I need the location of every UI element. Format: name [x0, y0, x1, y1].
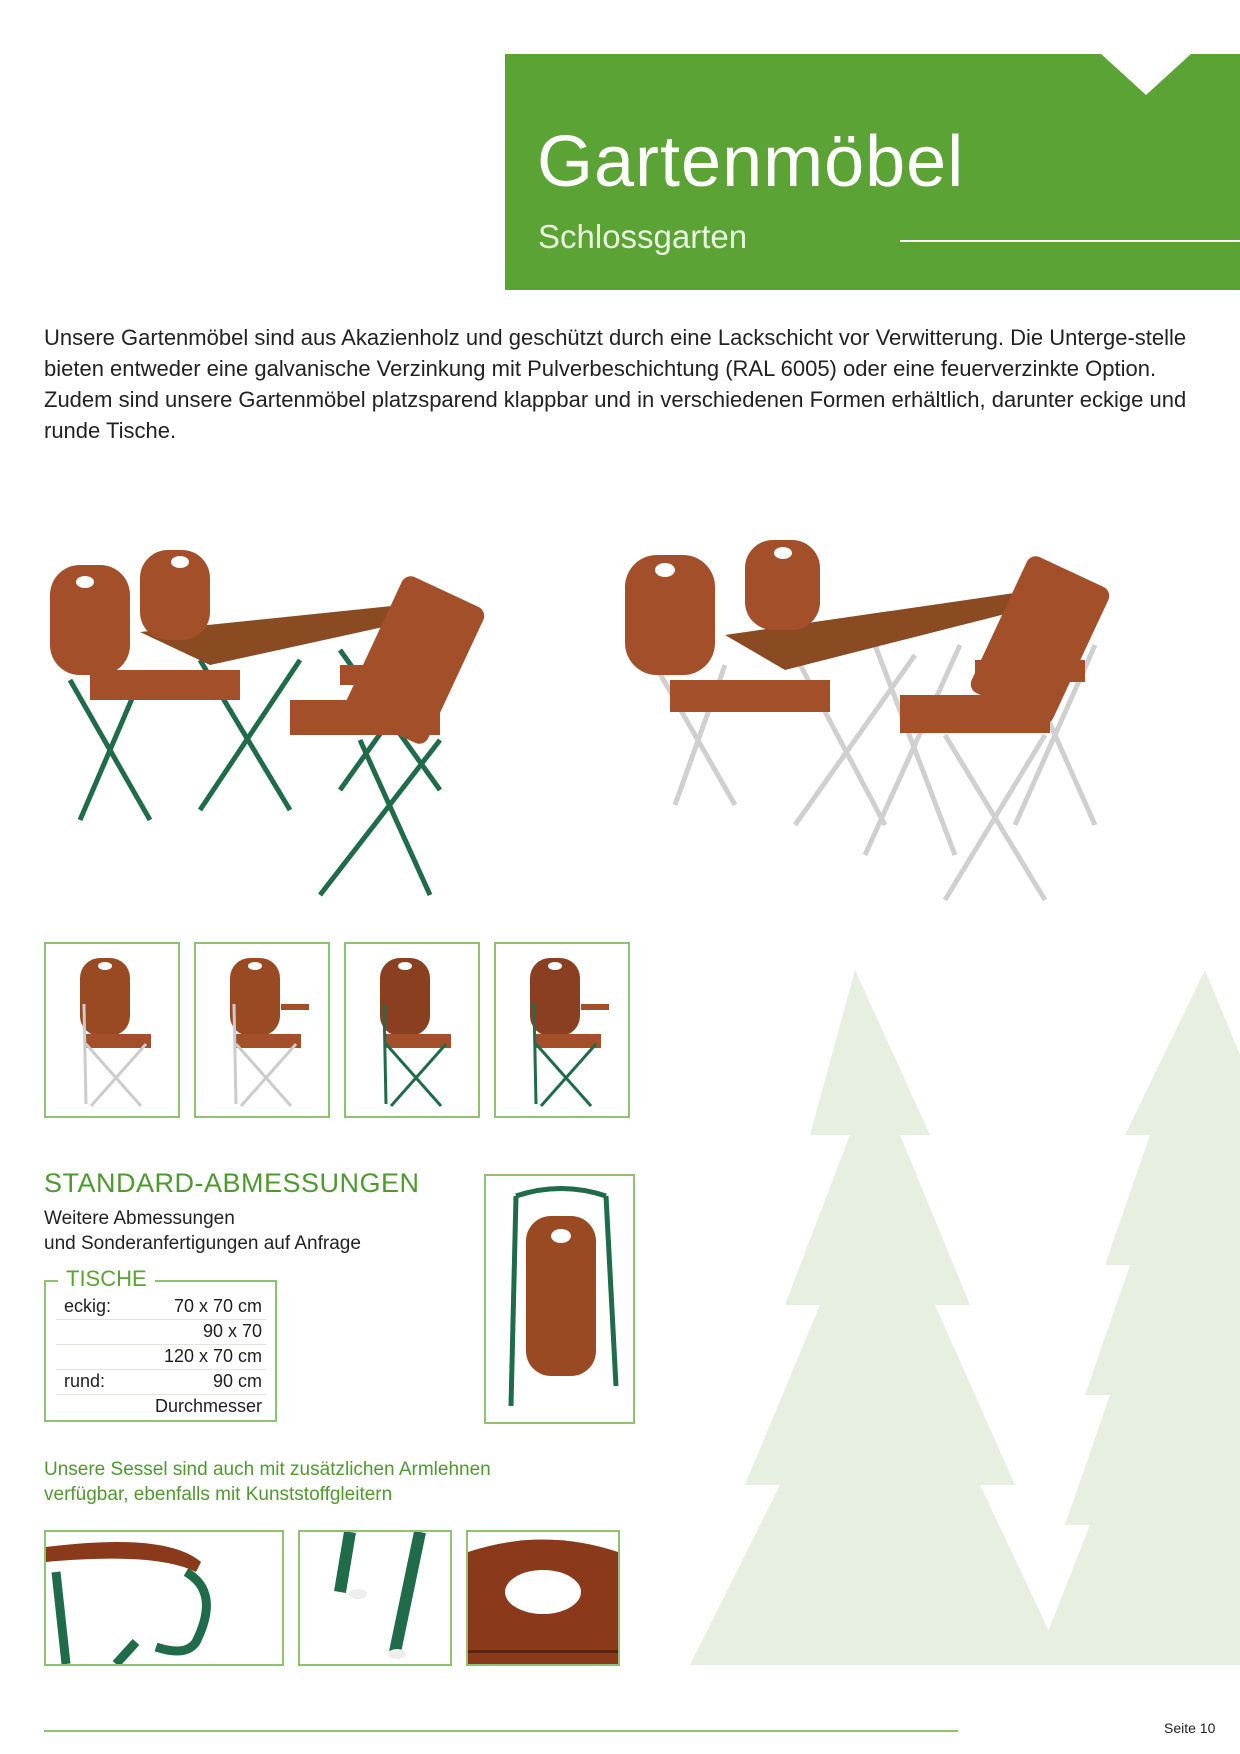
- dimension-label: eckig:: [64, 1296, 112, 1316]
- intro-paragraph: Unsere Gartenmöbel sind aus Akazienholz und geschützt durch eine Lackschicht vor Verwitterung. Die Unterge-stelle bieten entweder eine galvanische Verzinkung mit Pulverbeschichtung (RAL 6005) oder eine feuerverzinkte Option. Zudem sind unsere Gartenmöbel platzsparend klappbar und in verschiedenen Formen erhältlich, darunter eckige und runde Tische.: [44, 325, 1187, 443]
- page-title: Gartenmöbel: [537, 122, 965, 202]
- section-subtitle-dimensions: [44, 1206, 464, 1256]
- dimension-value: 90 x 70: [202, 1321, 262, 1341]
- dimension-value: Durchmesser: [154, 1396, 262, 1416]
- detail-glider-photo: [298, 1530, 452, 1666]
- dimension-row: [56, 1294, 266, 1320]
- armchair-thumb-green: [494, 942, 630, 1118]
- chair-thumb-green: [344, 942, 480, 1118]
- fir-tree-decoration: [690, 965, 1240, 1670]
- header-banner: [505, 54, 1240, 290]
- page-number: Seite 10: [1164, 1720, 1216, 1736]
- dimension-value: 120 x 70 cm: [163, 1346, 262, 1366]
- detail-armrest-photo: [44, 1530, 284, 1666]
- dimension-row: [56, 1344, 266, 1370]
- banner-notch: [1100, 53, 1192, 95]
- dimension-row: [56, 1319, 266, 1345]
- detail-backrest-photo: [466, 1530, 620, 1666]
- dimension-row: [56, 1369, 266, 1395]
- photo-set-galvanized-frame: [615, 535, 1160, 910]
- armrest-note-line-2: verfügbar, ebenfalls mit Kunststoffgleitern: [44, 1484, 393, 1505]
- section-title-dimensions: STANDARD-ABMESSUNGEN: [44, 1168, 420, 1198]
- dimension-label: rund:: [64, 1371, 106, 1391]
- armchair-thumb-galvanized: [194, 942, 330, 1118]
- page-subtitle: Schlossgarten: [538, 218, 748, 255]
- dimension-row: [56, 1394, 266, 1419]
- chair-thumb-galvanized: [44, 942, 180, 1118]
- dimensions-note-line-2: und Sonderanfertigungen auf Anfrage: [44, 1233, 361, 1254]
- dimensions-note-line-1: Weitere Abmessungen: [44, 1208, 235, 1229]
- armrest-note-line-1: Unsere Sessel sind auch mit zusätzlichen Armlehnen: [44, 1459, 491, 1480]
- footer-divider: [44, 1730, 958, 1732]
- tables-dimension-box: [44, 1280, 277, 1422]
- photo-set-green-frame: [40, 540, 540, 900]
- dimension-value: 70 x 70 cm: [173, 1296, 262, 1316]
- armrest-note: [44, 1457, 514, 1507]
- tables-heading: TISCHE: [58, 1266, 155, 1292]
- subtitle-divider: [900, 240, 1240, 242]
- folded-chair-photo: [484, 1174, 635, 1424]
- dimension-value: 90 cm: [212, 1371, 262, 1391]
